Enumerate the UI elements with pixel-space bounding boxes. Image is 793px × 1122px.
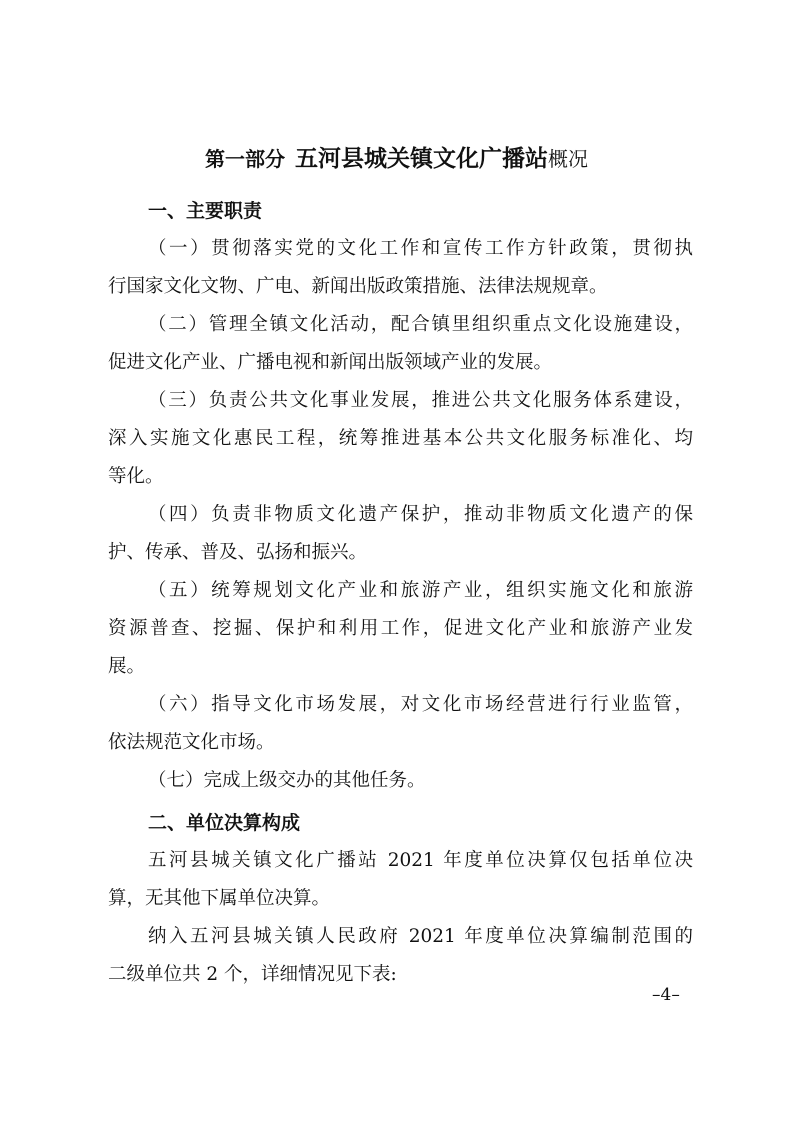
paragraph-line: （五）统筹规划文化产业和旅游产业，组织实施文化和旅游 [148, 580, 693, 601]
section-heading: 二、单位决算构成 [148, 812, 301, 834]
title-suffix: 概况 [548, 147, 588, 171]
paragraph-line: （一）贯彻落实党的文化工作和宣传工作方针政策，贯彻执 [148, 238, 693, 259]
paragraph-line: （六）指导文化市场发展，对文化市场经营进行行业监管， [148, 694, 693, 715]
document-body [108, 192, 693, 994]
paragraph-line: 等化。 [108, 466, 164, 487]
paragraph-line: 算，无其他下属单位决算。 [108, 888, 331, 909]
paragraph [108, 762, 693, 800]
paragraph [108, 918, 693, 994]
paragraph-line: 展。 [108, 656, 146, 677]
paragraph-line: 护、传承、普及、弘扬和振兴。 [108, 542, 368, 563]
paragraph-line: 二级单位共 2 个，详细情况见下表: [108, 964, 397, 985]
title-organization: 五河县城关镇文化广播站 [295, 146, 548, 172]
paragraph-line: 依法规范文化市场。 [108, 732, 275, 753]
paragraph-line: （三）负责公共文化事业发展，推进公共文化服务体系建设， [148, 390, 693, 411]
section-heading: 一、主要职责 [148, 200, 263, 222]
paragraph [108, 842, 693, 918]
paragraph [108, 230, 693, 306]
paragraph [108, 306, 693, 382]
paragraph-line: 行国家文化文物、广电、新闻出版政策措施、法律法规规章。 [108, 276, 608, 297]
document-title [0, 143, 793, 175]
paragraph-line: （七）完成上级交办的其他任务。 [148, 770, 426, 791]
paragraph [108, 382, 693, 496]
paragraph-line: （二）管理全镇文化活动，配合镇里组织重点文化设施建设， [148, 314, 693, 335]
paragraph [108, 496, 693, 572]
paragraph-line: （四）负责非物质文化遗产保护，推动非物质文化遗产的保 [148, 504, 693, 525]
paragraph [108, 686, 693, 762]
paragraph-line: 纳入五河县城关镇人民政府 2021 年度单位决算编制范围的 [148, 926, 693, 947]
paragraph-line: 资源普查、挖掘、保护和利用工作，促进文化产业和旅游产业发 [108, 618, 693, 639]
paragraph-line: 促进文化产业、广播电视和新闻出版领域产业的发展。 [108, 352, 553, 373]
title-prefix: 第一部分 [205, 147, 285, 171]
page-number: –4– [652, 985, 680, 1005]
paragraph-line: 深入实施文化惠民工程，统筹推进基本公共文化服务标准化、均 [108, 428, 693, 449]
paragraph [108, 572, 693, 686]
paragraph-line: 五河县城关镇文化广播站 2021 年度单位决算仅包括单位决 [148, 850, 693, 871]
